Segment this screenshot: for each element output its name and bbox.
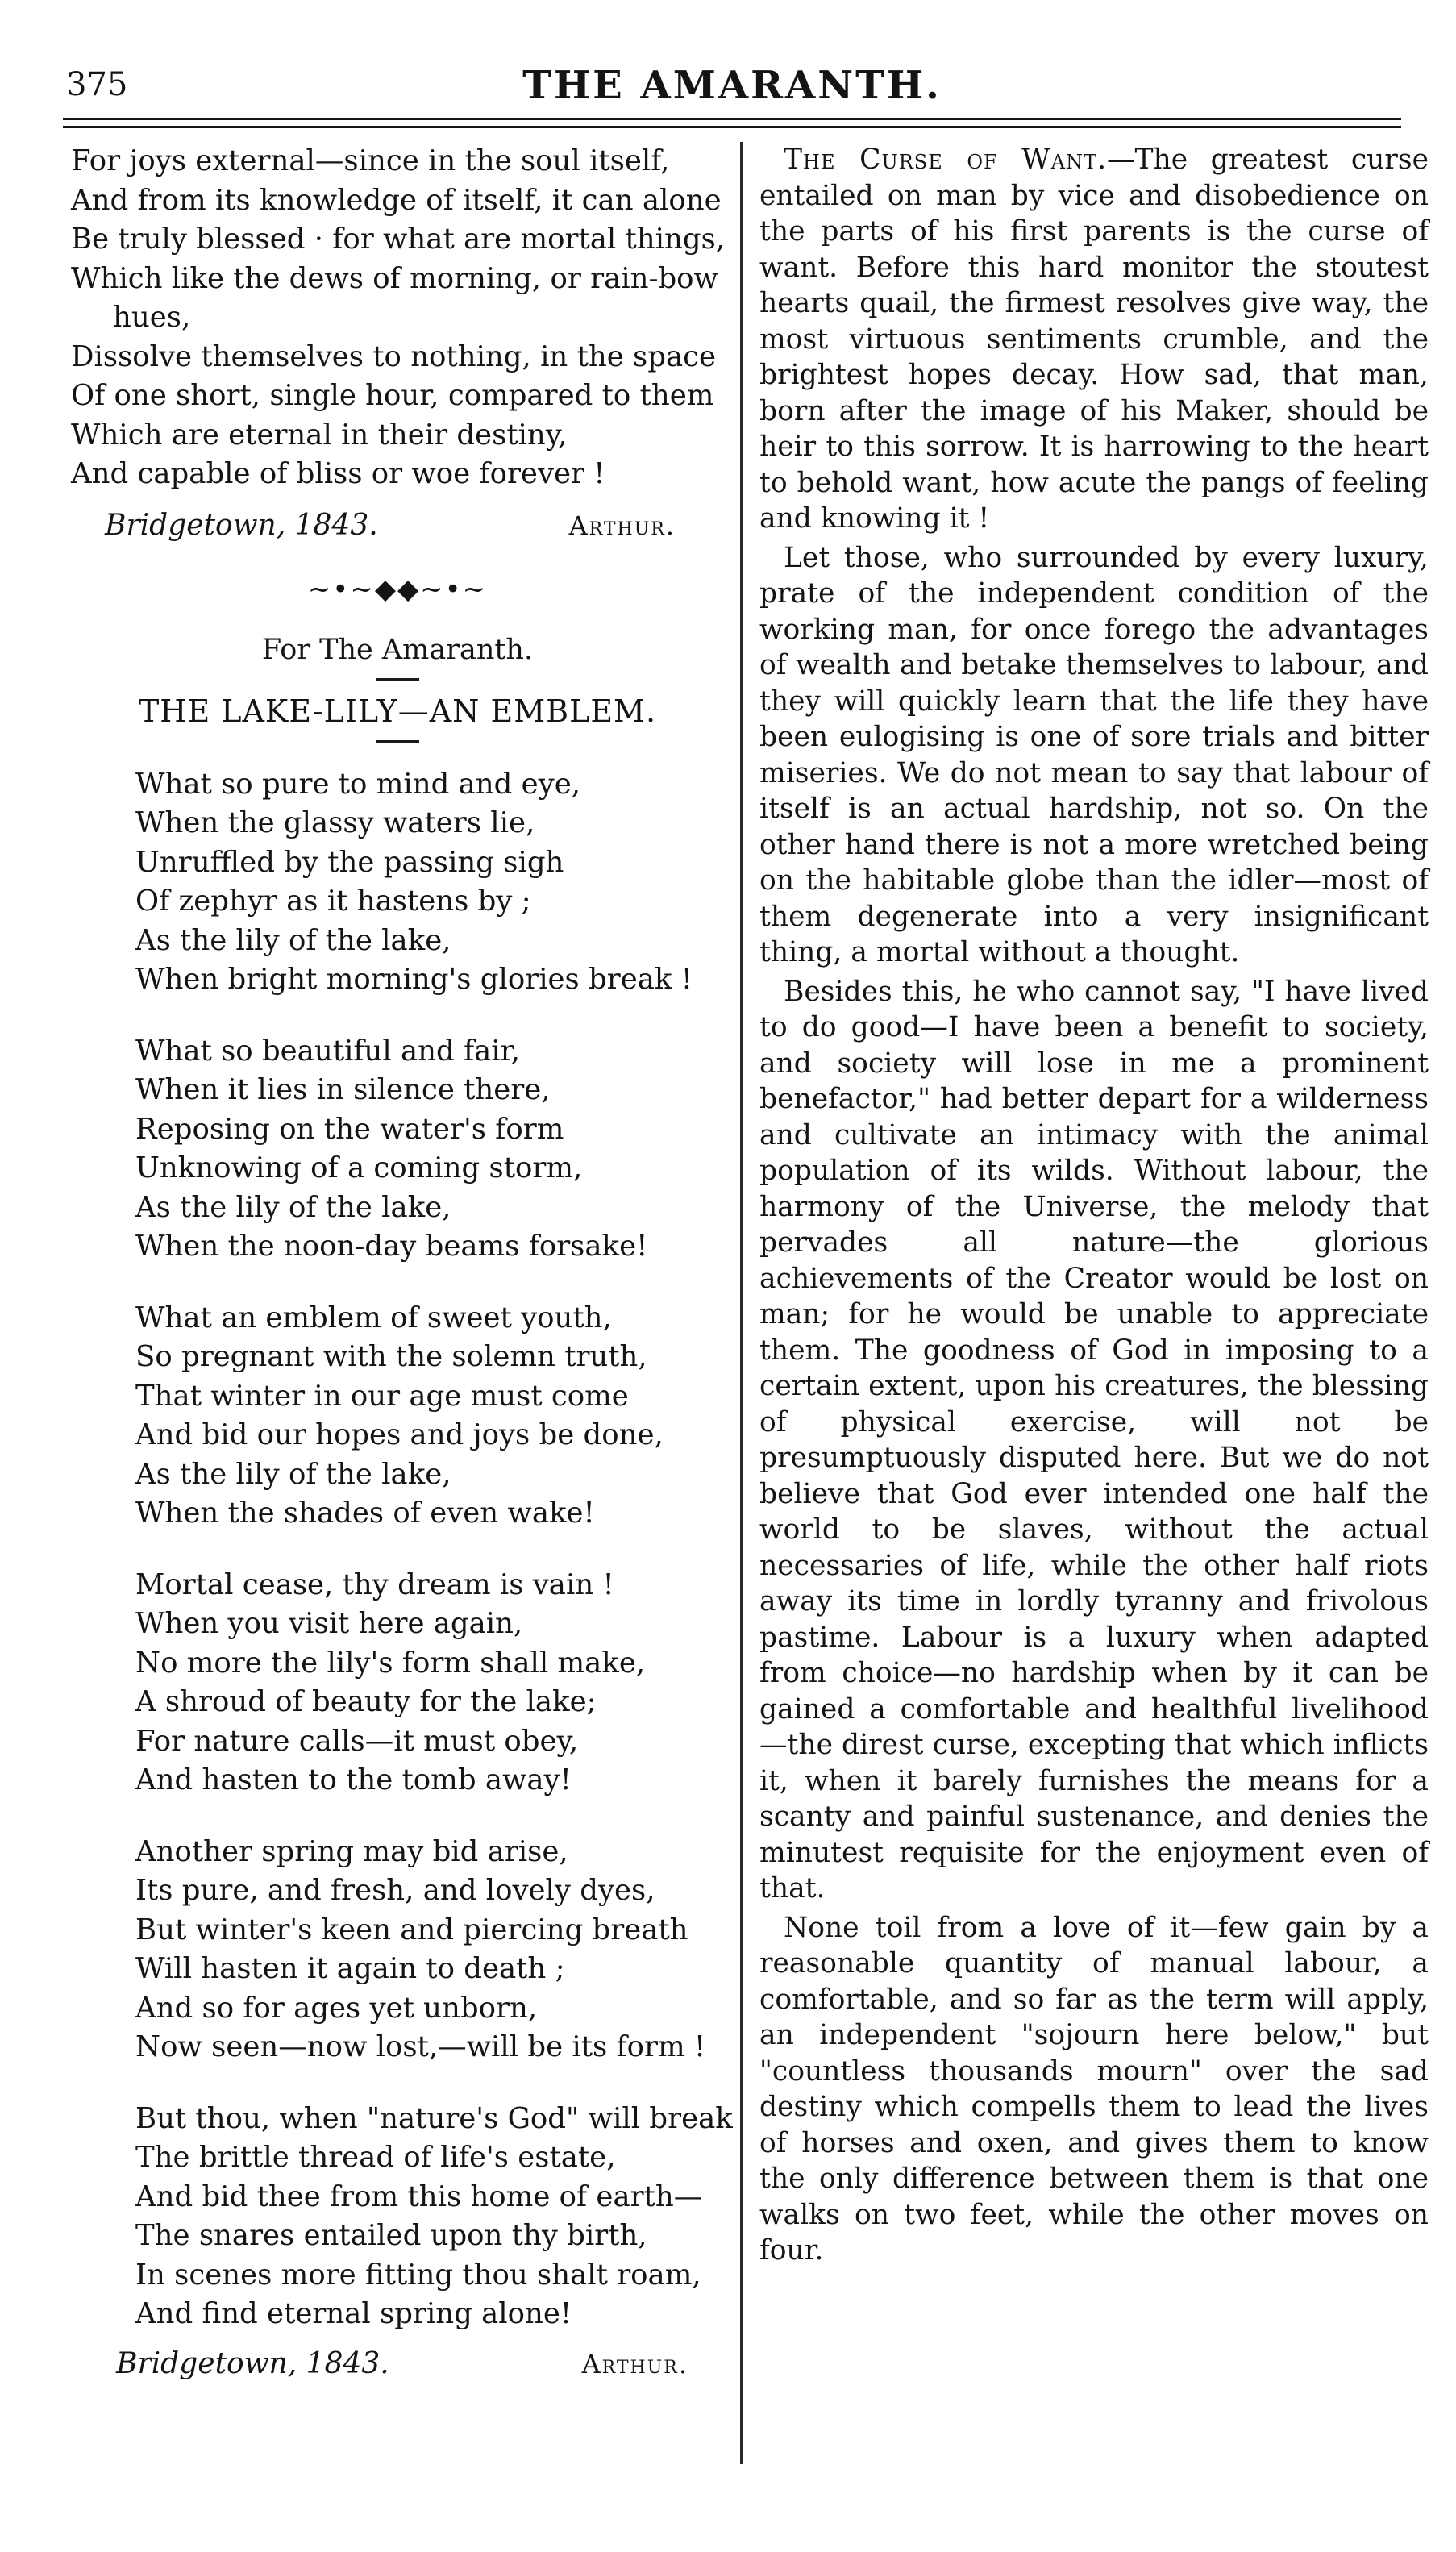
poem-line: As the lily of the lake, — [135, 1190, 451, 1224]
poem-line: And bid thee from this home of earth— — [135, 2179, 703, 2213]
poem-line: Another spring may bid arise, — [135, 1834, 568, 1868]
poem-line: Mortal cease, thy dream is vain ! — [135, 1567, 614, 1601]
poem-line: The brittle thread of life's estate, — [135, 2141, 616, 2174]
stanza — [135, 1566, 724, 1801]
stanza — [135, 1299, 724, 1534]
poem-line: As the lily of the lake, — [135, 923, 451, 957]
poem-line: When the noon-day beams forsake! — [135, 1230, 648, 1263]
poem-line: Of one short, single hour, compared to them — [71, 379, 714, 412]
poem-line: And from its knowledge of itself, it can alone — [71, 183, 722, 217]
poem-line: When bright morning's glories break ! — [135, 963, 693, 996]
signature-author: Arthur. — [568, 510, 676, 541]
header-rule-top — [63, 118, 1401, 120]
stanza — [135, 1833, 724, 2067]
poem-line: Which like the dews of morning, or rain-bow — [71, 261, 718, 295]
page-header — [63, 56, 1401, 121]
left-column — [71, 142, 733, 2384]
poem-line: Now seen—now lost,—will be its form ! — [135, 2030, 706, 2063]
poem-line: Unknowing of a coming storm, — [135, 1151, 583, 1184]
poem-line: Will hasten it again to death ; — [135, 1952, 565, 1985]
article-paragraph: Besides this, he who cannot say, "I have lived to do good—I have been a benefit to society, and society will lose in me a prominent benefactor," had better depart for a wilderness and cultivate an intimacy with the animal population of its wilds. Without labour, the harmony of the Universe, the melody that pervades all nature—the glorious achievements of the Creator would be lost on man; for he would be unable to appreciate them. The goodness of God in imposing to a certain extent, upon his creatures, the blessing of physical exercise, will not be presumptuously disputed here. But we do not believe that God ever intended one half the world to be slaves, without the actual necessaries of life, while the other half riots away its time in lordly tyranny and frivolous pastime. Labour is a luxury when adapted from choice—no hardship when by it can be gained a comfortable and healthful livelihood—the direst curse, excepting that which inflicts it, when it barely furnishes the means for a scanty and painful sustenance, and denies the minutest requisite for the enjoyment even of that. — [759, 975, 1429, 1905]
poem-line: And capable of bliss or woe forever ! — [71, 457, 605, 490]
poem-line: hues, — [113, 301, 191, 334]
signature-2 — [116, 2344, 688, 2384]
signature-place-date: Bridgetown, 1843. — [105, 508, 378, 542]
poem-line: Unruffled by the passing sigh — [135, 845, 564, 879]
column-divider — [740, 142, 743, 2464]
signature-1 — [105, 506, 676, 546]
article-paragraph: None toil from a love of it—few gain by a reasonable quantity of manual labour, a comfortable, and so far as the term will apply, an independent "sojourn here below," but "countless thousands mourn" over the sad destiny which compells them to lead the lives of horses and oxen, and gives them to know the only difference between them is that one walks on two feet, while the other moves on four. — [759, 1911, 1429, 2267]
header-rule-bottom — [63, 126, 1401, 128]
poem-line: Which are eternal in their destiny, — [71, 418, 568, 452]
poem-line: What an emblem of sweet youth, — [135, 1301, 612, 1334]
poem-line: The snares entailed upon thy birth, — [135, 2219, 647, 2252]
poem-line: What so pure to mind and eye, — [135, 767, 581, 801]
poem-line: When it lies in silence there, — [135, 1073, 551, 1106]
page-number: 375 — [66, 66, 128, 103]
poem-line: As the lily of the lake, — [135, 1457, 451, 1491]
signature-author: Arthur. — [581, 2348, 688, 2379]
poem-line: But winter's keen and piercing breath — [135, 1913, 688, 1946]
poem-line: And bid our hopes and joys be done, — [135, 1418, 664, 1451]
poem-title: THE LAKE-LILY—AN EMBLEM. — [138, 693, 657, 729]
poem-line: Dissolve themselves to nothing, in the space — [71, 339, 716, 373]
poem-line: When the glassy waters lie, — [135, 806, 535, 839]
article-paragraph — [759, 142, 1429, 537]
short-rule-1 — [376, 678, 419, 681]
short-rule-2 — [376, 740, 419, 743]
poem-line: But thou, when "nature's God" will break — [135, 2101, 733, 2135]
article-heading: The Curse of Want. — [784, 144, 1108, 176]
poem-line: When you visit here again, — [135, 1607, 523, 1640]
stanza — [135, 1032, 724, 1267]
poem-excerpt — [71, 142, 724, 494]
poem-line: What so beautiful and fair, — [135, 1034, 521, 1068]
article-paragraph: Let those, who surrounded by every luxury, prate of the independent condition of the working man, for once forego the advantages of wealth and betake themselves to labour, and they will quickly learn that the life they have been eulogising is one of sore trials and bitter miseries. We do not mean to say that labour of itself is an actual hardship, not so. On the other hand there is not a more wretched being on the habitable globe than the idler—most of them degenerate into a very insignificant thing, a mortal without a thought. — [759, 541, 1429, 968]
poem-line: So pregnant with the solemn truth, — [135, 1340, 647, 1373]
poem-line: When the shades of even wake! — [135, 1497, 595, 1530]
poem-line: A shroud of beauty for the lake; — [135, 1685, 597, 1718]
poem-line: Its pure, and fresh, and lovely dyes, — [135, 1874, 655, 1907]
journal-title: THE AMARANTH. — [522, 63, 942, 108]
poem-line: Of zephyr as it hastens by ; — [135, 885, 531, 918]
stanza — [135, 765, 724, 1000]
poem-lake-lily — [135, 765, 733, 2334]
poem-line: That winter in our age must come — [135, 1379, 629, 1413]
poem-line: Be truly blessed · for what are mortal things, — [71, 223, 726, 256]
poem-line: For joys external—since in the soul itself, — [71, 144, 670, 177]
poem-line: For nature calls—it must obey, — [135, 1724, 579, 1758]
paragraph-text: —The greatest curse entailed on man by vice and disobedience on the parts of his first parents is the curse of want. Before this hard monitor the stoutest hearts quail, the firmest resolves give way, the most virtuous sentiments crumble, and the brightest hopes decay. How sad, that man, born after the image of his Maker, should be heir to this sorrow. It is harrowing to the heart to behold want, how acute the pangs of feeling and knowing it ! — [759, 144, 1429, 535]
poem-line: Reposing on the water's form — [135, 1112, 564, 1146]
right-column — [759, 142, 1429, 2272]
stanza — [135, 2100, 733, 2334]
signature-place-date: Bridgetown, 1843. — [116, 2346, 389, 2380]
poem-line: And find eternal spring alone! — [135, 2297, 572, 2330]
poem-line: No more the lily's form shall make, — [135, 1646, 646, 1680]
poem-line: In scenes more fitting thou shalt roam, — [135, 2258, 701, 2292]
poem-line: And so for ages yet unborn, — [135, 1991, 538, 2025]
ornament-divider: ~•~◆◆~•~ — [307, 572, 488, 606]
for-the-amaranth-line: For The Amaranth. — [261, 633, 534, 666]
poem-line: And hasten to the tomb away! — [135, 1763, 572, 1796]
